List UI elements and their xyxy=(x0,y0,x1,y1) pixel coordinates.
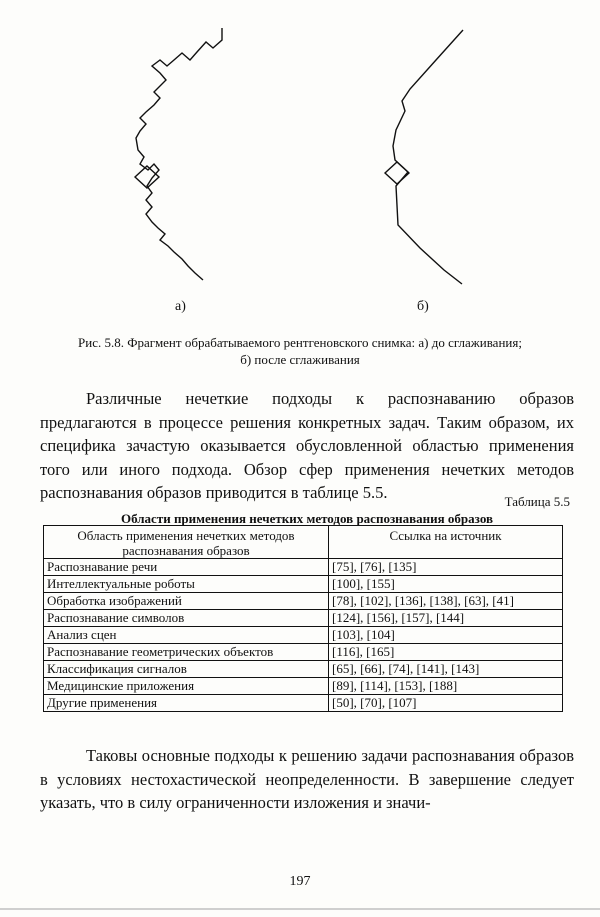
cell-refs: [89], [114], [153], [188] xyxy=(329,678,563,695)
table-title: Области применения нечетких методов распознавания образов xyxy=(120,511,494,526)
cell-area: Распознавание символов xyxy=(44,610,329,627)
cell-refs: [124], [156], [157], [144] xyxy=(329,610,563,627)
cell-area: Распознавание речи xyxy=(44,559,329,576)
caption-line-2: б) после сглаживания xyxy=(240,352,360,367)
cell-area: Другие применения xyxy=(44,695,329,712)
table-row xyxy=(44,644,563,661)
contour-before-smoothing xyxy=(136,28,222,280)
cell-refs: [75], [76], [135] xyxy=(329,559,563,576)
page-bottom-edge xyxy=(0,908,600,910)
page-number: 197 xyxy=(289,874,311,889)
contour-after-smoothing xyxy=(393,30,463,284)
cell-refs: [103], [104] xyxy=(329,627,563,644)
table-row xyxy=(44,695,563,712)
figure-label-a: а) xyxy=(175,299,186,314)
diamond-marker-b xyxy=(385,162,409,184)
cell-refs: [116], [165] xyxy=(329,644,563,661)
header-area: Область применения нечетких методов распознавания образов xyxy=(44,526,329,559)
cell-refs: [50], [70], [107] xyxy=(329,695,563,712)
figure-caption xyxy=(20,334,580,368)
cell-area: Распознавание геометрических объектов xyxy=(44,644,329,661)
table-header-row xyxy=(44,526,563,559)
cell-area: Анализ сцен xyxy=(44,627,329,644)
table-number: Таблица 5.5 xyxy=(504,494,570,509)
table-row xyxy=(44,576,563,593)
figure-label-b: б) xyxy=(417,299,429,314)
cell-refs: [65], [66], [74], [141], [143] xyxy=(329,661,563,678)
table-row xyxy=(44,559,563,576)
table-body xyxy=(44,559,563,712)
table-row xyxy=(44,593,563,610)
cell-area: Классификация сигналов xyxy=(44,661,329,678)
table-row xyxy=(44,610,563,627)
table-row xyxy=(44,678,563,695)
table-row xyxy=(44,627,563,644)
cell-area: Интеллектуальные роботы xyxy=(44,576,329,593)
header-source: Ссылка на источник xyxy=(329,526,563,559)
table-row xyxy=(44,661,563,678)
caption-line-1: Рис. 5.8. Фрагмент обрабатываемого рентгеновского снимка: а) до сглаживания; xyxy=(78,335,522,350)
cell-refs: [100], [155] xyxy=(329,576,563,593)
applications-table xyxy=(43,525,563,712)
cell-area: Медицинские приложения xyxy=(44,678,329,695)
paragraph-conclusion: Таковы основные подходы к решению задачи распознавания образов в условиях нестохастической неопределенности. В завершение следует указать, что в силу ограниченности изложения и значи- xyxy=(40,746,574,812)
figure-contours xyxy=(0,0,600,330)
cell-area: Обработка изображений xyxy=(44,593,329,610)
cell-refs: [78], [102], [136], [138], [63], [41] xyxy=(329,593,563,610)
paragraph-intro: Различные нечеткие подходы к распознаванию образов предлагаются в процессе решения конкретных задач. Таким образом, их специфика зачастую оказывается обусловленной областью применения того или иного подхода. Обзор сфер применения нечетких методов распознавания образов приводится в таблице 5.5. xyxy=(40,389,574,502)
